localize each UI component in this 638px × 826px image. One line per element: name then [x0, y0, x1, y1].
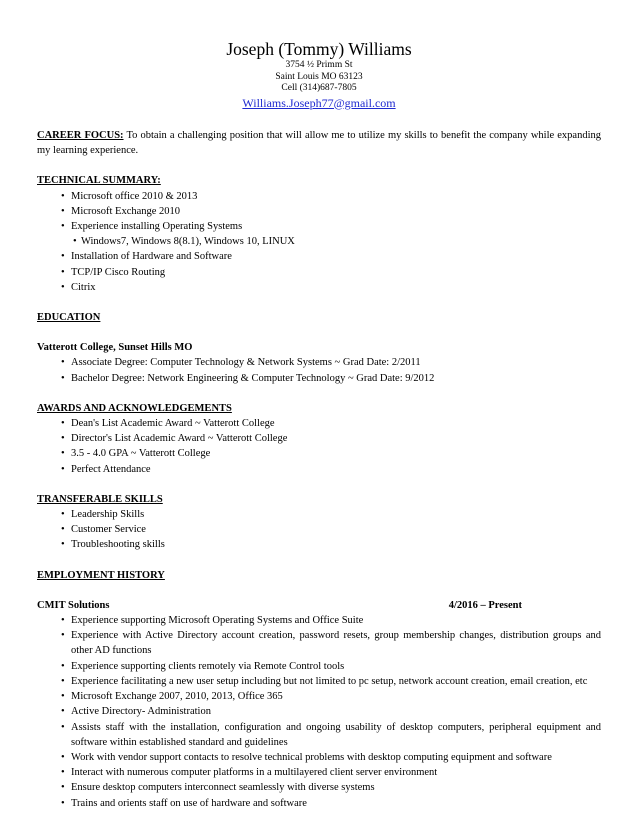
list-item-text: Leadership Skills — [71, 509, 145, 521]
list-item-text: Experience facilitating a new user setup including but not limited to pc setup, network account creation, email creation, etc — [71, 675, 588, 687]
technical-summary-heading: TECHNICAL SUMMARY: — [37, 175, 161, 187]
list-item — [37, 628, 601, 658]
list-item-text: Microsoft Exchange 2010 — [71, 205, 181, 217]
bullet-icon: • — [61, 372, 65, 384]
list-item — [37, 371, 601, 386]
list-item — [37, 674, 601, 689]
list-item-text: Customer Service — [71, 524, 146, 536]
employer-row — [37, 598, 601, 613]
bullet-icon: • — [61, 190, 65, 202]
list-item-text: Microsoft office 2010 & 2013 — [71, 190, 198, 202]
list-item — [37, 204, 601, 219]
street-address: 3754 ½ Primm St — [285, 60, 353, 70]
bullet-icon: • — [61, 630, 65, 642]
career-focus-heading: CAREER FOCUS: — [37, 130, 124, 141]
list-item — [37, 613, 601, 628]
career-focus-section — [37, 128, 601, 158]
bullet-icon: • — [61, 221, 65, 233]
bullet-icon: • — [61, 281, 65, 293]
list-item — [37, 750, 601, 765]
list-item-text: 3.5 - 4.0 GPA ~ Vatterott College — [71, 448, 211, 460]
list-item-text: Citrix — [71, 281, 96, 293]
bullet-icon: • — [61, 675, 65, 687]
list-item-text: Perfect Attendance — [71, 463, 151, 475]
email-link[interactable]: Williams.Joseph77@gmail.com — [242, 95, 396, 110]
awards-section — [37, 401, 601, 477]
awards-heading: AWARDS AND ACKNOWLEDGEMENTS — [37, 402, 232, 414]
list-item — [37, 431, 601, 446]
bullet-icon: • — [61, 782, 65, 794]
list-item-text: Experience supporting clients remotely via Remote Control tools — [71, 660, 345, 672]
list-item — [37, 796, 601, 811]
bullet-icon: • — [61, 706, 65, 718]
list-item — [37, 219, 601, 234]
list-item — [37, 280, 601, 295]
list-item — [37, 780, 601, 795]
awards-list — [37, 416, 601, 477]
bullet-icon: • — [61, 691, 65, 703]
person-name: Joseph (Tommy) Williams — [226, 39, 412, 59]
bullet-icon: • — [61, 433, 65, 445]
list-item-text: Bachelor Degree: Network Engineering & Computer Technology ~ Grad Date: 9/2012 — [71, 372, 435, 384]
bullet-icon: • — [61, 205, 65, 217]
list-item — [37, 189, 601, 204]
list-item — [37, 416, 601, 431]
phone-number: Cell (314)687-7805 — [281, 83, 357, 93]
list-item — [37, 462, 601, 477]
bullet-icon: • — [61, 509, 65, 521]
list-item-text: Work with vendor support contacts to resolve technical problems with desktop computing equipment and software — [71, 751, 552, 763]
list-item-text: Experience installing Operating Systems — [71, 221, 243, 233]
education-list — [37, 355, 601, 385]
employment-section — [37, 568, 601, 811]
bullet-icon: • — [61, 751, 65, 763]
list-item — [37, 659, 601, 674]
employment-heading: EMPLOYMENT HISTORY — [37, 569, 165, 581]
bullet-icon: • — [61, 448, 65, 460]
bullet-icon: • — [61, 615, 65, 627]
city-address: Saint Louis MO 63123 — [275, 71, 363, 82]
list-item-text: Active Directory- Administration — [71, 706, 211, 718]
bullet-icon: • — [61, 524, 65, 536]
list-item-text: Trains and orients staff on use of hardware and software — [71, 797, 307, 809]
list-item-text: Windows7, Windows 8(8.1), Windows 10, LINUX — [81, 236, 295, 248]
bullet-icon: • — [61, 266, 65, 278]
list-item-text: Director's List Academic Award ~ Vatterott College — [71, 433, 288, 445]
resume-body — [37, 128, 601, 811]
list-item — [37, 446, 601, 461]
list-item-text: Interact with numerous computer platforms in a multilayered client server environment — [71, 767, 438, 779]
bullet-icon: • — [61, 721, 65, 733]
bullet-icon: • — [61, 539, 65, 551]
list-item-text: Installation of Hardware and Software — [71, 251, 232, 263]
resume-header — [0, 38, 638, 111]
employment-duties-list — [37, 613, 601, 811]
employment-dates: 4/2016 – Present — [448, 599, 522, 611]
list-item-text: TCP/IP Cisco Routing — [71, 266, 166, 278]
bullet-icon: • — [61, 357, 65, 369]
education-heading: EDUCATION — [37, 312, 101, 324]
list-item — [37, 522, 601, 537]
career-focus-text: To obtain a challenging position that will allow me to utilize my skills to benefit the company while expanding my learning experience. — [37, 130, 601, 157]
school-name: Vatterott College, Sunset Hills MO — [37, 342, 193, 354]
list-item — [37, 537, 601, 552]
list-item — [37, 507, 601, 522]
skills-list — [37, 507, 601, 553]
skills-section — [37, 492, 601, 553]
list-item — [37, 249, 601, 264]
bullet-icon: • — [61, 463, 65, 475]
list-item — [37, 689, 601, 704]
list-item — [37, 720, 601, 750]
list-item — [37, 355, 601, 370]
list-item-text: Assists staff with the installation, configuration and ongoing usability of desktop computers, peripheral equipment and software within established standard and guidelines — [71, 721, 601, 748]
bullet-icon: • — [61, 660, 65, 672]
list-sub-item — [37, 234, 601, 249]
technical-summary-list — [37, 189, 601, 295]
list-item-text: Dean's List Academic Award ~ Vatterott College — [71, 418, 275, 430]
list-item-text: Experience supporting Microsoft Operating Systems and Office Suite — [71, 615, 364, 627]
bullet-icon: • — [61, 797, 65, 809]
list-item-text: Associate Degree: Computer Technology & Network Systems ~ Grad Date: 2/2011 — [71, 357, 421, 369]
technical-summary-section — [37, 173, 601, 295]
bullet-icon: • — [73, 236, 77, 248]
list-item-text: Ensure desktop computers interconnect seamlessly with diverse systems — [71, 782, 375, 794]
education-section — [37, 310, 601, 386]
list-item — [37, 765, 601, 780]
bullet-icon: • — [61, 251, 65, 263]
list-item-text: Experience with Active Directory account creation, password resets, group membership changes, distribution groups and other AD functions — [71, 630, 601, 657]
list-item-text: Troubleshooting skills — [71, 539, 165, 551]
list-item — [37, 265, 601, 280]
list-item — [37, 704, 601, 719]
company-name: CMIT Solutions — [37, 599, 110, 611]
bullet-icon: • — [61, 767, 65, 779]
skills-heading: TRANSFERABLE SKILLS — [37, 493, 163, 505]
bullet-icon: • — [61, 418, 65, 430]
list-item-text: Microsoft Exchange 2007, 2010, 2013, Office 365 — [71, 691, 283, 703]
